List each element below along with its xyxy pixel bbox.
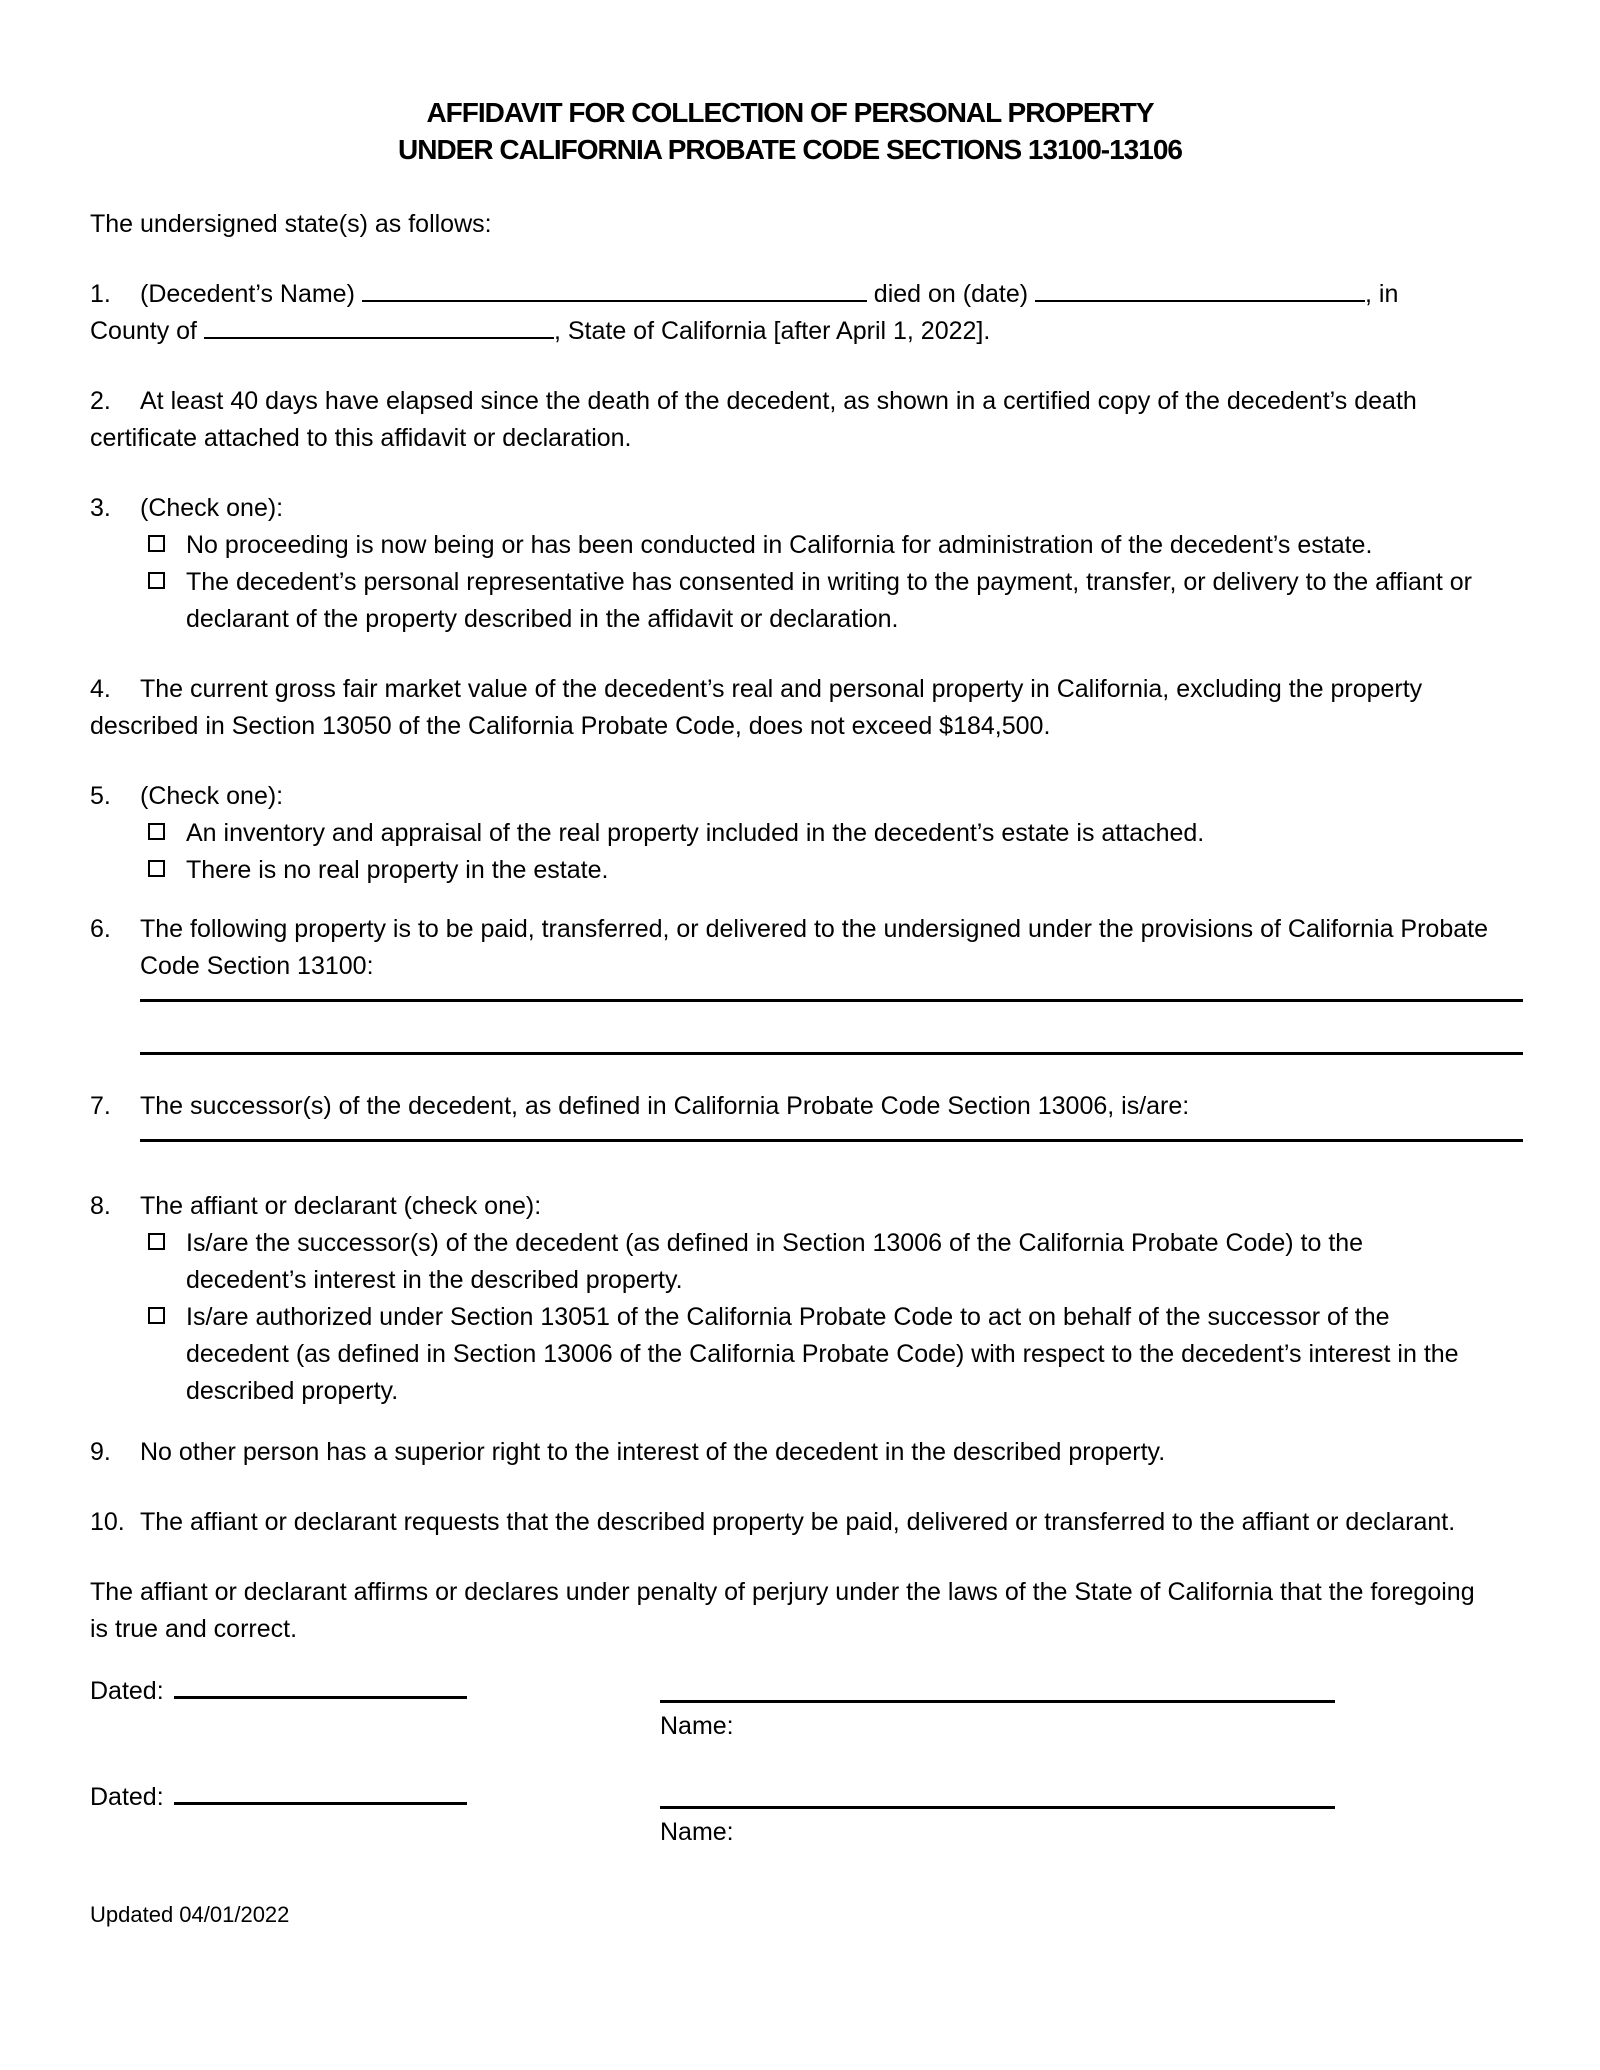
item-7 (90, 1088, 1490, 1142)
item-number: 2. (90, 387, 111, 415)
checkbox-option (140, 564, 1490, 638)
signature-row (90, 1779, 1490, 1851)
checkbox-label: Is/are authorized under Section 13051 of the California Probate Code to act on behalf of the successor of the decedent (as defined in Section 13006 of the California Probate Code) with respect to the decedent’s interest in the described property. (186, 1303, 1459, 1405)
blank-field[interactable] (204, 333, 554, 339)
write-line-field[interactable] (140, 1052, 1523, 1055)
footer-updated-text: Updated 04/01/2022 (90, 1902, 290, 1927)
item-2 (90, 383, 1490, 457)
intro-statement: The undersigned state(s) as follows: (90, 210, 492, 238)
item-text: The successor(s) of the decedent, as defined in California Probate Code Section 13006, is/are: (140, 1092, 1190, 1120)
item-text: County of (90, 317, 204, 345)
item-5 (90, 778, 1490, 889)
checkbox-label: An inventory and appraisal of the real property included in the decedent’s estate is attached. (186, 819, 1205, 847)
item-text: , in (1365, 280, 1399, 308)
item-number: 6. (90, 915, 111, 943)
item-8 (90, 1188, 1490, 1410)
numbered-items-list (90, 276, 1490, 1541)
checkbox-option (140, 815, 1490, 852)
item-number: 10. (90, 1508, 125, 1536)
item-text: The affiant or declarant (check one): (140, 1192, 542, 1220)
checkbox[interactable] (148, 572, 165, 589)
signature-section (90, 1673, 1490, 1851)
checkbox[interactable] (148, 535, 165, 552)
write-line-field[interactable] (140, 999, 1523, 1002)
item-body (140, 1088, 1523, 1142)
item-body (140, 911, 1523, 1055)
item-number: 3. (90, 494, 111, 522)
date-field[interactable] (174, 1693, 467, 1699)
item-body: No other person has a superior right to the interest of the decedent in the described property. (140, 1438, 1166, 1466)
item-body: The affiant or declarant requests that the described property be paid, delivered or transferred to the affiant or declarant. (140, 1508, 1456, 1536)
checkbox-label: There is no real property in the estate. (186, 856, 609, 884)
signature-block (660, 1779, 1335, 1851)
checkbox-label: No proceeding is now being or has been conducted in California for administration of the decedent’s estate. (186, 531, 1373, 559)
write-line-field[interactable] (140, 1139, 1523, 1142)
item-body (140, 778, 1490, 889)
signature-line-field[interactable] (660, 1673, 1335, 1703)
item-text: , State of California [after April 1, 2022]. (553, 317, 991, 345)
item-number: 8. (90, 1192, 111, 1220)
blank-field[interactable] (1035, 296, 1365, 302)
item-3 (90, 490, 1490, 638)
signature-line-field[interactable] (660, 1779, 1335, 1809)
signature-block (660, 1673, 1335, 1745)
item-number: 4. (90, 675, 111, 703)
blank-field[interactable] (362, 296, 867, 302)
checkbox-option (140, 1299, 1490, 1410)
item-4 (90, 671, 1490, 745)
dated-label: Dated: (90, 1783, 164, 1811)
item-text: (Check one): (140, 494, 284, 522)
checkbox[interactable] (148, 860, 165, 877)
checkbox-label: The decedent’s personal representative has consented in writing to the payment, transfer, or delivery to the affiant or declarant of the property described in the affidavit or declaration. (186, 568, 1472, 633)
item-number: 7. (90, 1092, 111, 1120)
item-body (90, 280, 1398, 345)
checkbox[interactable] (148, 1307, 165, 1324)
document-title-line-1: AFFIDAVIT FOR COLLECTION OF PERSONAL PROPERTY (426, 97, 1154, 128)
item-number: 9. (90, 1438, 111, 1466)
item-text: died on (date) (866, 280, 1036, 308)
checkbox-option (140, 1225, 1490, 1299)
item-10 (90, 1504, 1490, 1541)
date-field[interactable] (174, 1799, 467, 1805)
item-number: 5. (90, 782, 111, 810)
checkbox[interactable] (148, 1233, 165, 1250)
dated-block (90, 1673, 660, 1710)
name-label: Name: (660, 1712, 734, 1740)
item-body: At least 40 days have elapsed since the death of the decedent, as shown in a certified copy of the decedent’s death certificate attached to this affidavit or declaration. (90, 387, 1417, 452)
item-number: 1. (90, 280, 111, 308)
dated-label: Dated: (90, 1677, 164, 1705)
affirmation-paragraph: The affiant or declarant affirms or declares under penalty of perjury under the laws of the State of California that the foregoing is true and correct. (90, 1578, 1475, 1643)
checkbox-option (140, 527, 1490, 564)
dated-block (90, 1779, 660, 1816)
document-title-line-2: UNDER CALIFORNIA PROBATE CODE SECTIONS 13100-13106 (398, 134, 1182, 165)
item-text: (Decedent’s Name) (140, 280, 362, 308)
item-text: The following property is to be paid, transferred, or delivered to the undersigned under the provisions of California Probate Code Section 13100: (140, 915, 1488, 980)
checkbox[interactable] (148, 823, 165, 840)
item-6 (90, 911, 1490, 1055)
item-9 (90, 1434, 1490, 1471)
item-body (140, 490, 1490, 638)
item-1 (90, 276, 1490, 350)
document-title (90, 94, 1490, 168)
signature-row (90, 1673, 1490, 1745)
name-label: Name: (660, 1818, 734, 1846)
item-body: The current gross fair market value of the decedent’s real and personal property in California, excluding the property described in Section 13050 of the California Probate Code, does not exceed $184,500. (90, 675, 1423, 740)
checkbox-label: Is/are the successor(s) of the decedent (as defined in Section 13006 of the California Probate Code) to the decedent’s interest in the described property. (186, 1229, 1364, 1294)
item-body (140, 1188, 1490, 1410)
checkbox-option (140, 852, 1490, 889)
item-text: (Check one): (140, 782, 284, 810)
